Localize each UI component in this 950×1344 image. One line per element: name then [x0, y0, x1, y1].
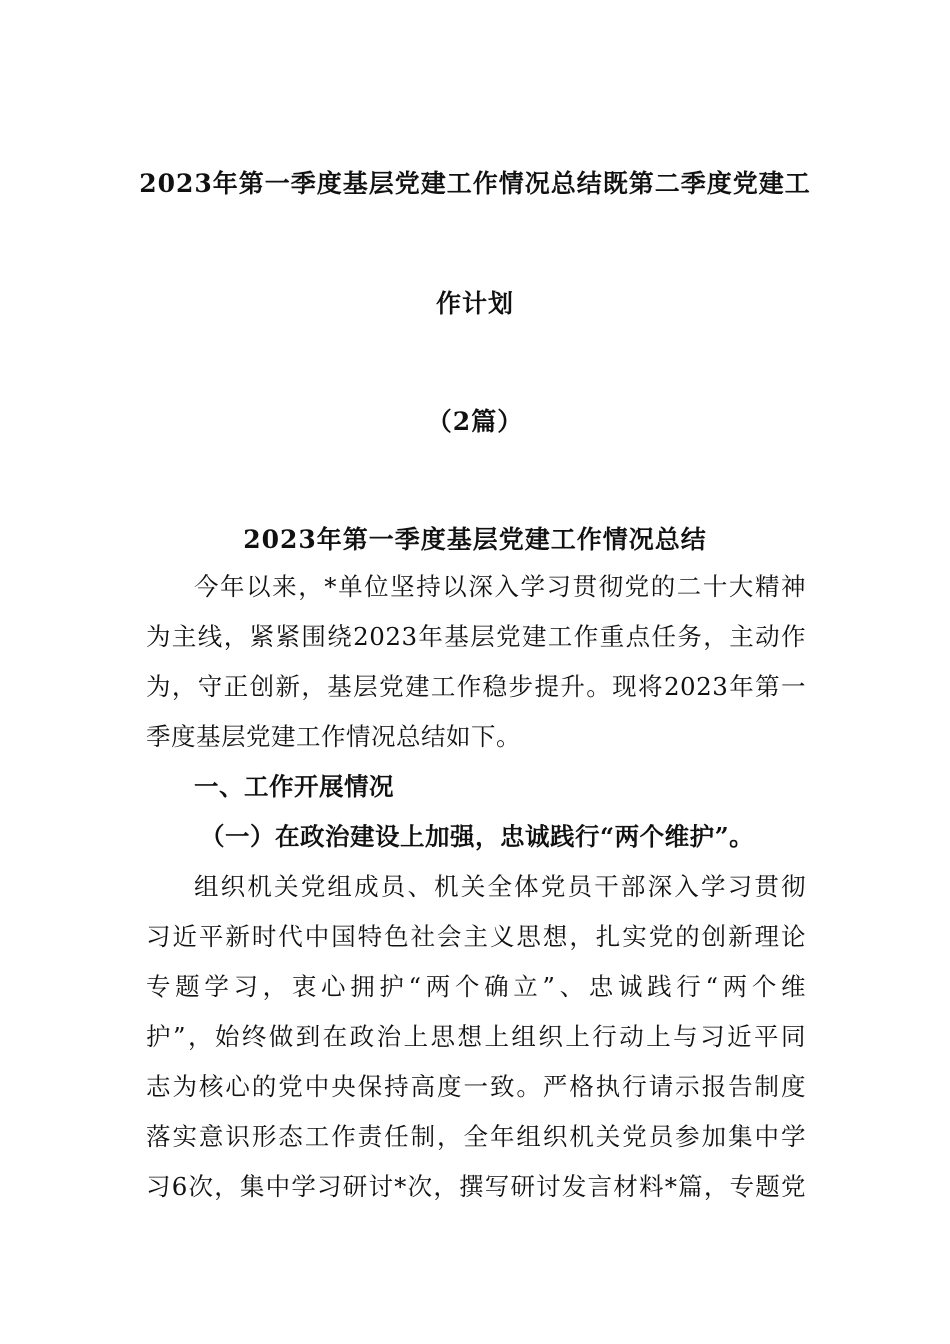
document-title-line-1: 2023年第一季度基层党建工作情况总结既第二季度党建工 — [139, 169, 811, 198]
intro-line-3: 为，守正创新，基层党建工作稳步提升。现将2023年第一 — [146, 672, 806, 701]
document-count-note: （2篇） — [426, 407, 524, 436]
section-title: 2023年第一季度基层党建工作情况总结 — [243, 525, 707, 554]
paragraph-line-5: 志为核心的党中央保持高度一致。严格执行请示报告制度 — [146, 1072, 806, 1101]
intro-line-2: 为主线，紧紧围绕2023年基层党建工作重点任务，主动作 — [146, 622, 806, 651]
document-title-line-2: 作计划 — [435, 289, 514, 318]
paragraph-line-1: 组织机关党组成员、机关全体党员干部深入学习贯彻 — [194, 872, 806, 901]
intro-line-1: 今年以来，*单位坚持以深入学习贯彻党的二十大精神 — [194, 572, 806, 601]
paragraph-line-3: 专题学习，衷心拥护“两个确立”、忠诚践行“两个维 — [146, 972, 806, 1001]
paragraph-line-2: 习近平新时代中国特色社会主义思想，扎实党的创新理论 — [146, 922, 806, 951]
intro-line-4: 季度基层党建工作情况总结如下。 — [146, 722, 521, 751]
paragraph-line-4: 护”，始终做到在政治上思想上组织上行动上与习近平同 — [146, 1022, 806, 1051]
paragraph-line-7: 习6次，集中学习研讨*次，撰写研讨发言材料*篇，专题党 — [146, 1172, 806, 1201]
subheading-political-construction: （一）在政治建设上加强，忠诚践行“两个维护”。 — [200, 822, 755, 851]
heading-work-progress: 一、工作开展情况 — [194, 772, 394, 801]
paragraph-line-6: 落实意识形态工作责任制，全年组织机关党员参加集中学 — [146, 1122, 806, 1151]
